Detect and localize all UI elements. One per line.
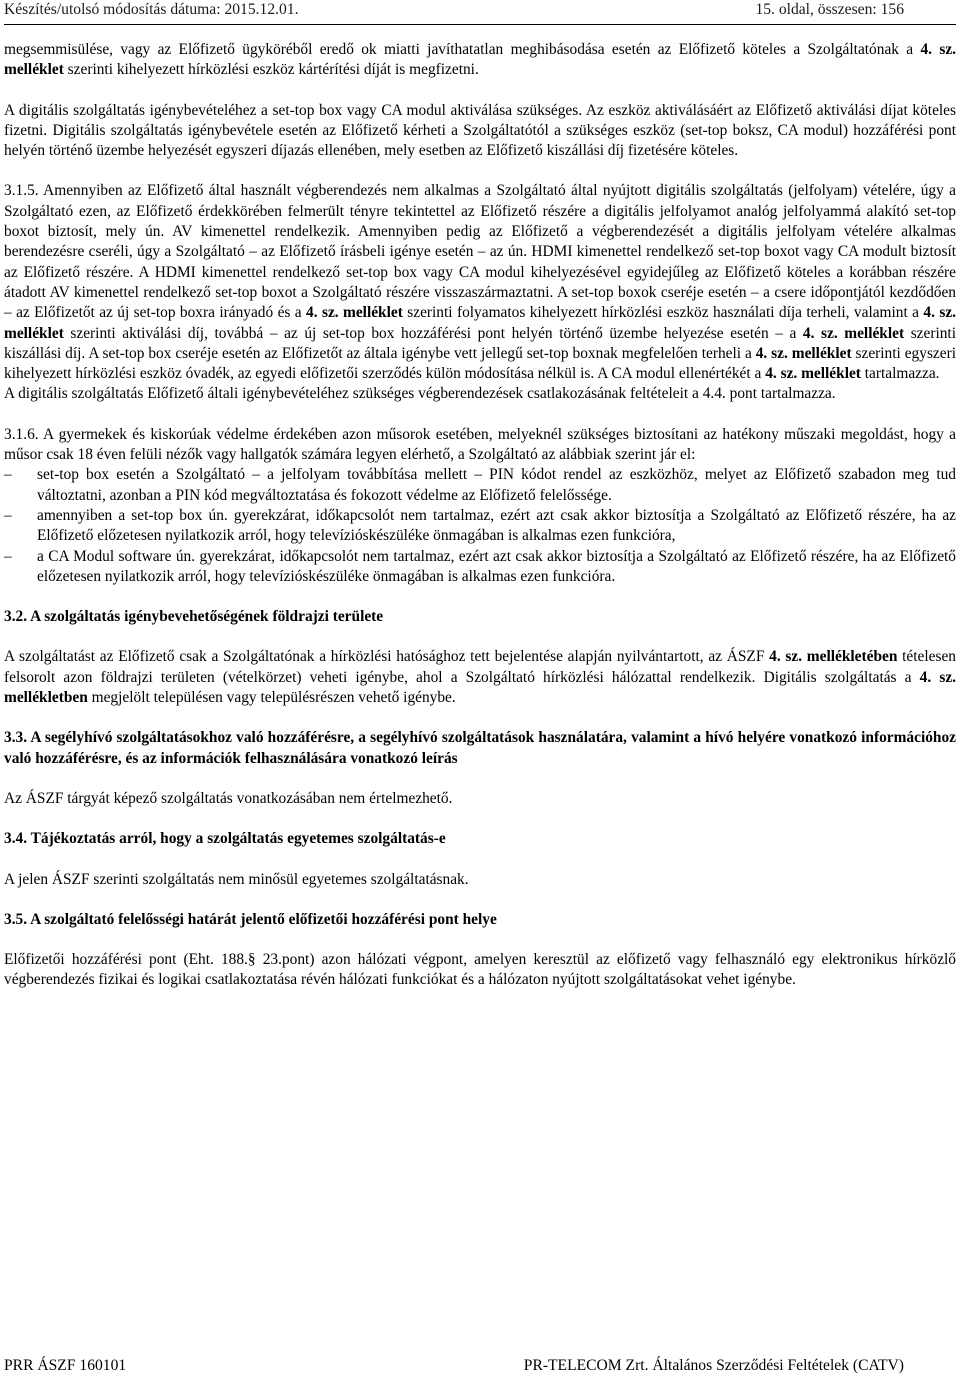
- bold-run: 4. sz. melléklet: [802, 324, 905, 342]
- text-run: tartalmazza.: [860, 365, 940, 383]
- text-run: szerinti aktiválási díj, továbbá – az új set-top box hozzáférési pont helyén történő üzembe helyezése esetén – a: [63, 324, 803, 342]
- text-run: Az ÁSZF tárgyát képező szolgáltatás vonatkozásában nem értelmezhető.: [4, 789, 453, 807]
- paragraph-gap: [4, 850, 956, 870]
- text-run: Előfizetői hozzáférési pont (Eht. 188.§ 23.pont) azon hálózati végpont, amelyen keresztül az előfizető vagy felhasználó egy elektronikus hírközlő végberendezés fizikai és logikai csatlakoztatása révén hálózati funkciókat és a hálózaton nyújtott szolgáltatásokat vehet igénybe.: [4, 951, 956, 989]
- text-run: A digitális szolgáltatás igénybevételéhez a set-top box vagy CA modul aktiválása szükséges. Az eszköz aktiválásáért az Előfizető aktiválási díjat köteles fizetni. Digitális szolgáltatás igénybevétele esetén az Előfizető kérheti a Szolgáltatótól a szükséges eszköz (set-top boksz, CA modul) hozzáférési pont helyén történő üzembe helyezését egyszeri díjazás ellenében, mely esetben az Előfizető kiszállási díj fizetésére köteles.: [4, 101, 956, 160]
- bold-run: 4. sz. mellékletében: [769, 648, 898, 666]
- list-item-text: set-top box esetén a Szolgáltató – a jelfolyam továbbítása mellett – PIN kódot rendel az eszközhöz, melyet az Előfizető szabadon meg tud változtatni, azonban a PIN kód megváltoztatása és fokozott védelme az Előfizető felelőssége.: [37, 466, 956, 504]
- paragraph: [4, 425, 956, 466]
- section-heading: [4, 910, 956, 930]
- document-body: [4, 40, 956, 991]
- paragraph-gap: [4, 587, 956, 607]
- bold-run: 4. sz. melléklet: [755, 344, 852, 362]
- list-item-text: amennyiben a set-top box ún. gyerekzárat, időkapcsolót nem tartalmaz, ezért azt csak akkor biztosítja a Szolgáltató az Előfizető részére, ha az Előfizető előzetesen nyilatkozik arról, hogy televízióskészüléke önmagában is alkalmas ezen funkcióra,: [37, 506, 956, 545]
- paragraph-gap: [4, 81, 956, 101]
- paragraph: [4, 40, 956, 81]
- list-item-text: a CA Modul software ún. gyerekzárat, időkapcsolót nem tartalmaz, ezért azt csak akkor biztosítja a Szolgáltató az Előfizető részére, ha az Előfizető előzetesen nyilatkozik arról, hogy televízióskészüléke önmagában is alkalmas ezen funkcióra.: [37, 547, 956, 585]
- bold-run: 4. sz. melléklet: [4, 304, 957, 342]
- dash-bullet-icon: –: [4, 547, 12, 565]
- text-run: szerinti kihelyezett hírközlési eszköz kártérítési díját is megfizetni.: [63, 61, 479, 79]
- text-run: 3.4. Tájékoztatás arról, hogy a szolgáltatás egyetemes szolgáltatás-e: [4, 830, 446, 848]
- page-footer: [4, 1356, 956, 1376]
- section-heading: [4, 829, 956, 849]
- paragraph-gap: [4, 930, 956, 950]
- list-item: [4, 465, 956, 506]
- paragraph-gap: [4, 809, 956, 829]
- text-run: szerinti kiszállási díj. A set-top box cseréje esetén az Előfizetőt az általa igénybe vett jellegű set-top boxnak megfelelően terheli a: [4, 324, 956, 362]
- paragraph: [4, 101, 956, 162]
- bold-run: 4. sz. mellékletben: [4, 668, 957, 707]
- text-run: 3.1.5. Amennyiben az Előfizető által használt végberendezés nem alkalmas a Szolgáltató által nyújtott digitális szolgáltatás (jelfolyam) vételére, úgy a Szolgáltató ezen, az Előfizető érdekkörében felmerült tényre tekintettel az Előfizető részére a digitális jelfolyamot analóg jelfolyammá alakító set-top boxot biztosít, mely ún. AV kimenettel rendelkezik. Amennyiben pedig az Előfizető a végberendezését a digitális jelfolyam vételére alkalmas berendezésre cseréli, úgy a Szolgáltató – az Előfizető írásbeli igénye esetén – az ún. HDMI kimenettel rendelkező set-top boxot vagy CA modult biztosít az Előfizető részére. A HDMI kimenettel rendelkező set-top box vagy CA modul kihelyezésével egyidejűleg az Előfizető köteles a korábban részére átadott AV kimenettel rendelkező set-top boxot a Szolgáltató részére visszaszármaztatni. A set-top boxok cseréje esetén – a csere időpontjától kezdődően – az Előfizetőt az új set-top boxra irányadó és a: [4, 182, 956, 322]
- paragraph: [4, 950, 956, 991]
- paragraph-gap: [4, 405, 956, 425]
- text-run: 3.2. A szolgáltatás igénybevehetőségének földrajzi területe: [4, 608, 384, 626]
- paragraph: [4, 647, 956, 708]
- bold-run: 4. sz. melléklet: [4, 41, 956, 79]
- text-run: megjelölt településen vagy településrészen vehető igénybe.: [87, 689, 456, 707]
- text-run: 3.5. A szolgáltató felelősségi határát jelentő előfizetői hozzáférési pont helye: [4, 910, 497, 928]
- document-code: PRR ÁSZF 160101: [4, 1357, 127, 1374]
- text-run: A jelen ÁSZF szerinti szolgáltatás nem minősül egyetemes szolgáltatásnak.: [4, 870, 469, 888]
- paragraph: [4, 870, 956, 890]
- section-heading: [4, 607, 956, 627]
- paragraph-gap: [4, 769, 956, 789]
- paragraph-gap: [4, 890, 956, 910]
- text-run: A szolgáltatást az Előfizető csak a Szolgáltatónak a hírközlési hatósághoz tett bejelentése alapján nyilvántartott, az ÁSZF: [4, 648, 770, 666]
- text-run: A digitális szolgáltatás Előfizető általi igénybevételéhez szükséges végberendezések csatlakozásának feltételeit a 4.4. pont tartalmazza.: [4, 385, 836, 403]
- list-item: [4, 506, 956, 547]
- text-run: szerinti folyamatos kihelyezett hírközlési eszköz használati díja terheli, valamint a: [402, 304, 924, 322]
- document-title: PR-TELECOM Zrt. Általános Szerződési Feltételek (CATV): [523, 1357, 904, 1374]
- paragraph: [4, 789, 956, 809]
- bold-run: 4. sz. melléklet: [306, 304, 403, 322]
- list-item: [4, 547, 956, 588]
- dash-bullet-icon: –: [4, 506, 12, 524]
- bold-run: 4. sz. melléklet: [765, 365, 861, 383]
- paragraph: [4, 181, 956, 384]
- revision-date: Készítés/utolsó módosítás dátuma: 2015.12.01.: [4, 1, 299, 18]
- paragraph-gap: [4, 708, 956, 728]
- paragraph-gap: [4, 161, 956, 181]
- dash-bullet-icon: –: [4, 466, 12, 484]
- dash-list: [4, 465, 956, 587]
- text-run: 3.1.6. A gyermekek és kiskorúak védelme érdekében azon műsorok esetében, melyeknél szükséges biztosítani az hatékony műszaki megoldást, hogy a műsor csak 18 éven felüli nézők vagy hallgatók számára legyen elérhető, a Szolgáltató az alábbiak szerint jár el:: [4, 425, 956, 464]
- paragraph: [4, 384, 956, 404]
- text-run: megsemmisülése, vagy az Előfizető ügyköréből eredő ok miatti javíthatatlan meghibásodása esetén az Előfizető köteles a Szolgáltatónak a: [4, 41, 921, 58]
- text-run: tételesen felsorolt azon földrajzi területen (vételkörzet) veheti igénybe, ahol a Szolgáltató hírközlési hálózattal rendelkezik. Digitális szolgáltatás a: [4, 648, 956, 686]
- page-header: [4, 0, 956, 25]
- text-run: szerinti egyszeri kihelyezett hírközlési eszköz óvadék, az egyedi előfizetői szerződés külön módosítása nélkül is. A CA modul ellenértékét a: [4, 344, 956, 383]
- section-heading: [4, 728, 956, 769]
- paragraph-gap: [4, 627, 956, 647]
- page-number: 15. oldal, összesen: 156: [755, 1, 904, 18]
- text-run: 3.3. A segélyhívó szolgáltatásokhoz való hozzáférésre, a segélyhívó szolgáltatások használatára, valamint a hívó helyére vonatkozó információhoz való hozzáférésre, és az információk felhasználására vonatkozó leírás: [4, 729, 956, 767]
